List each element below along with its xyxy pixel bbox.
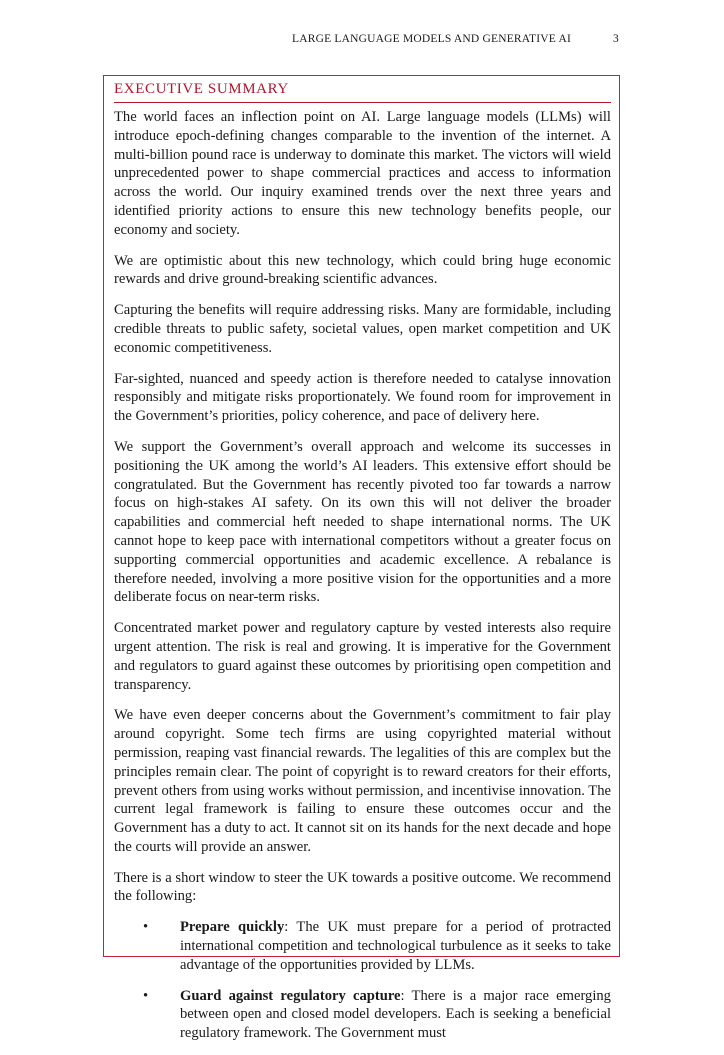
recommendation-text: : There is a major race emerging between open and closed model developers. Each is seeking a beneficial regulatory framework. The Government must bbox=[180, 987, 611, 1042]
section-title: EXECUTIVE SUMMARY bbox=[114, 81, 611, 103]
recommendation-text: : The UK must prepare for a period of protracted international competition and technological turbulence as it seeks to take advantage of the opportunities provided by LLMs. bbox=[180, 919, 612, 973]
recommendations-list bbox=[114, 918, 611, 1043]
running-title: LARGE LANGUAGE MODELS AND GENERATIVE AI bbox=[292, 33, 571, 45]
paragraph: There is a short window to steer the UK towards a positive outcome. We recommend the following: bbox=[114, 869, 611, 905]
bullet-icon: • bbox=[143, 987, 149, 1004]
paragraph: Far-sighted, nuanced and speedy action is therefore needed to catalyse innovation responsibly and mitigate risks proportionately. We found room for improvement in the Government’s priorities, policy coherence, and pace of delivery here. bbox=[114, 370, 611, 425]
paragraph: Capturing the benefits will require addressing risks. Many are formidable, including credible threats to public safety, societal values, open market competition and UK economic competitiveness. bbox=[114, 302, 611, 356]
paragraph: We are optimistic about this new technology, which could bring huge economic rewards and drive ground-breaking scientific advances. bbox=[114, 252, 611, 288]
paragraph: The world faces an inflection point on AI. Large language models (LLMs) will introduce epoch-defining changes comparable to the invention of the internet. A multi-billion pound race is underway to dominate this market. The victors will wield unprecedented power to shape commercial practices and access to information across the world. Our inquiry examined trends over the next three years and identified priority actions to ensure this new technology benefits people, our economy and society. bbox=[114, 109, 611, 238]
paragraph: We support the Government’s overall approach and welcome its successes in positioning the UK among the world’s AI leaders. This extensive effort should be congratulated. But the Government has recently pivoted too far towards a narrow focus on high-stakes AI safety. On its own this will not deliver the broader capabilities and commercial heft needed to shape international norms. The UK cannot hope to keep pace with international competitors without a greater focus on supporting commercial opportunities and academic excellence. A rebalance is therefore needed, involving a more positive vision for the opportunities and a more deliberate focus on near-term risks. bbox=[114, 438, 611, 606]
summary-content bbox=[114, 108, 611, 1055]
recommendation-title: Prepare quickly bbox=[180, 919, 285, 936]
running-header bbox=[0, 30, 724, 50]
page-number: 3 bbox=[613, 33, 619, 45]
paragraph: We have even deeper concerns about the Government’s commitment to fair play around copyright. Some tech firms are using copyrighted material without permission, reaping vast financial rewards. The legalities of this are complex but the principles remain clear. The point of copyright is to reward creators for their efforts, prevent others from using works without permission, and incentivise innovation. The current legal framework is failing to ensure these outcomes occur and the Government has a duty to act. It cannot sit on its hands for the next decade and hope the courts will provide an answer. bbox=[114, 707, 611, 855]
paragraph: Concentrated market power and regulatory capture by vested interests also require urgent attention. The risk is real and growing. It is imperative for the Government and regulators to guard against these outcomes by prioritising open competition and transparency. bbox=[114, 620, 611, 693]
recommendation-title: Guard against regulatory capture bbox=[180, 987, 401, 1004]
executive-summary-box bbox=[103, 75, 620, 1042]
bullet-icon: • bbox=[143, 919, 149, 936]
recommendation-item bbox=[114, 918, 611, 974]
recommendation-item bbox=[114, 987, 611, 1043]
